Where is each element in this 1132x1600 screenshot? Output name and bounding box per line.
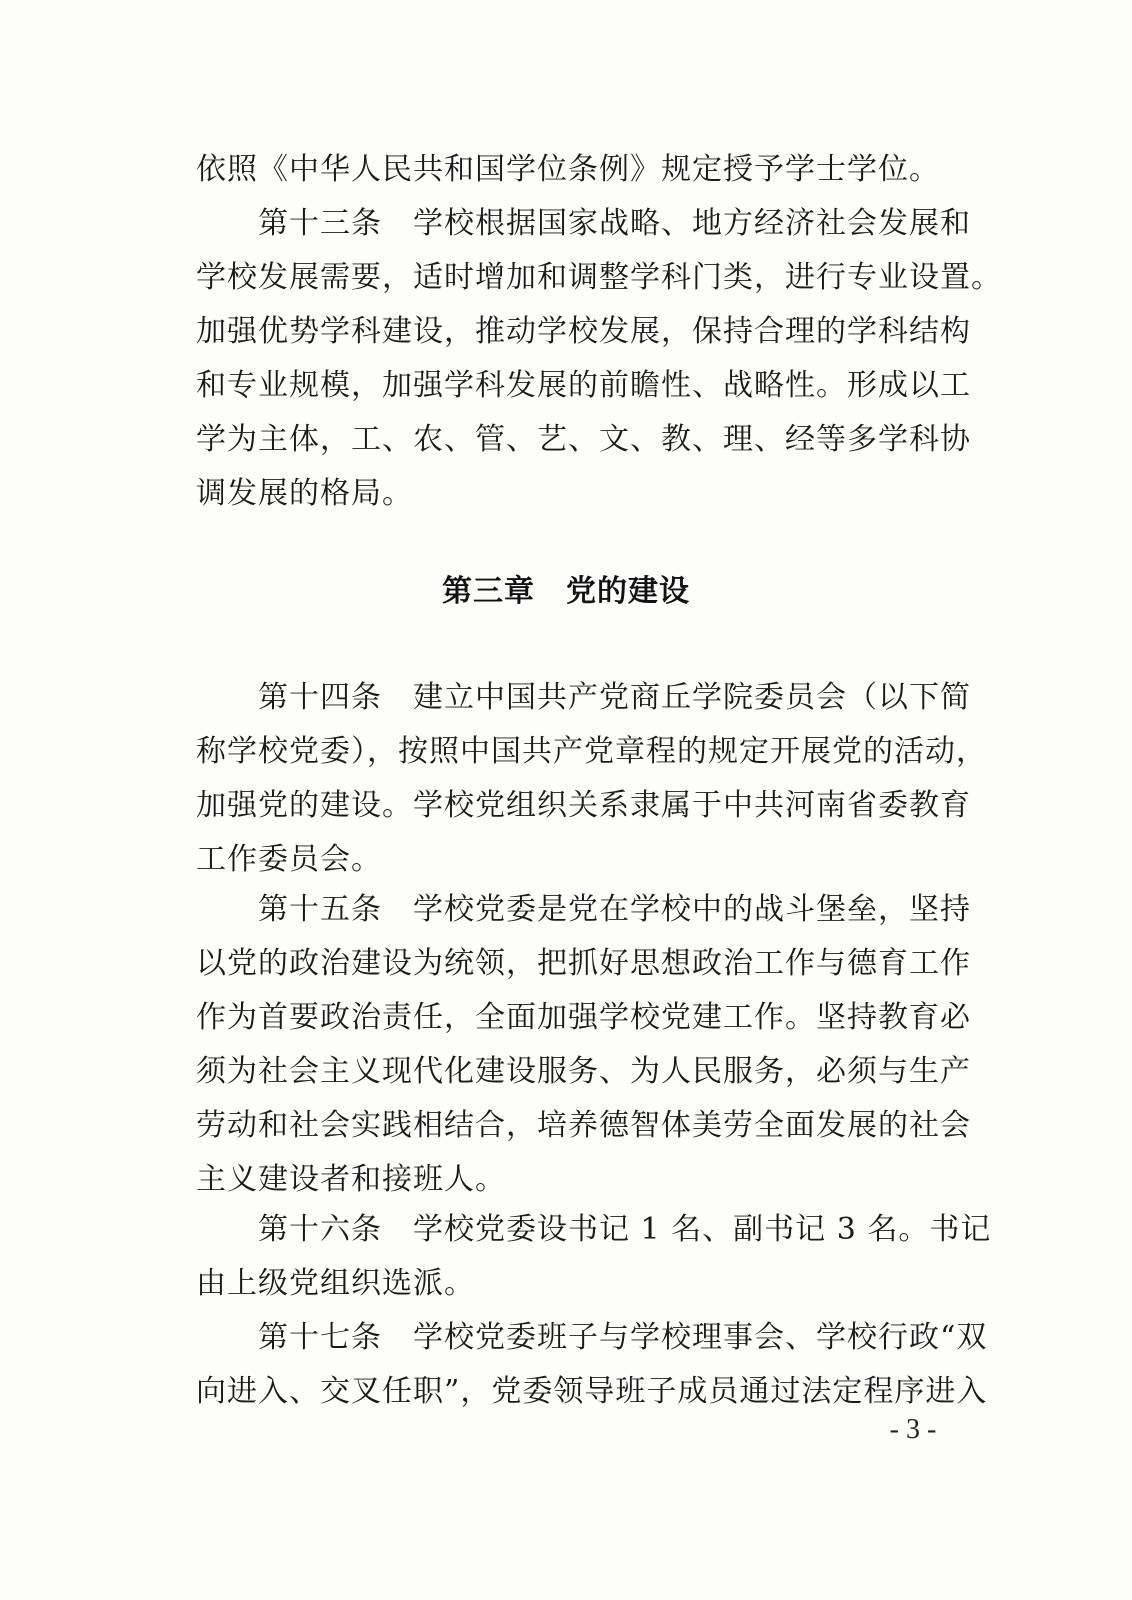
page-number: - 3 - xyxy=(889,1414,937,1445)
text-line-intro: 依照《中华人民共和国学位条例》规定授予学士学位。 xyxy=(196,152,940,187)
article-13-line-4: 和专业规模，加强学科发展的前瞻性、战略性。形成以工 xyxy=(196,368,971,403)
article-15-line-2: 以党的政治建设为统领，把抓好思想政治工作与德育工作 xyxy=(196,946,971,981)
article-14-line-4: 工作委员会。 xyxy=(196,842,382,877)
chapter-heading-text: 第三章 党的建设 xyxy=(442,574,690,609)
article-16-line-2: 由上级党组织选派。 xyxy=(196,1266,475,1301)
article-13-line-1: 第十三条 学校根据国家战略、地方经济社会发展和 xyxy=(258,206,971,241)
article-13-line-5: 学为主体，工、农、管、艺、文、教、理、经等多学科协 xyxy=(196,422,971,457)
article-14-line-2: 称学校党委），按照中国共产党章程的规定开展党的活动， xyxy=(196,734,987,769)
article-15-line-1: 第十五条 学校党委是党在学校中的战斗堡垒，坚持 xyxy=(258,892,971,927)
article-14-line-3: 加强党的建设。学校党组织关系隶属于中共河南省委教育 xyxy=(196,788,971,823)
article-15-line-4: 须为社会主义现代化建设服务、为人民服务，必须与生产 xyxy=(196,1054,971,1089)
article-14-line-1: 第十四条 建立中国共产党商丘学院委员会（以下简 xyxy=(258,680,971,715)
article-13-line-2: 学校发展需要，适时增加和调整学科门类，进行专业设置。 xyxy=(196,260,1002,295)
article-15-line-3: 作为首要政治责任，全面加强学校党建工作。坚持教育必 xyxy=(196,1000,971,1035)
article-15-line-6: 主义建设者和接班人。 xyxy=(196,1162,506,1197)
article-13-line-6: 调发展的格局。 xyxy=(196,476,413,511)
article-13-line-3: 加强优势学科建设，推动学校发展，保持合理的学科结构 xyxy=(196,314,971,349)
article-17-line-1: 第十七条 学校党委班子与学校理事会、学校行政“双 xyxy=(258,1320,988,1355)
chapter-heading xyxy=(0,568,1132,616)
article-15-line-5: 劳动和社会实践相结合，培养德智体美劳全面发展的社会 xyxy=(196,1108,971,1143)
article-17-line-2: 向进入、交叉任职”，党委领导班子成员通过法定程序进入 xyxy=(196,1374,988,1409)
article-16-line-1: 第十六条 学校党委设书记 1 名、副书记 3 名。书记 xyxy=(258,1212,992,1247)
